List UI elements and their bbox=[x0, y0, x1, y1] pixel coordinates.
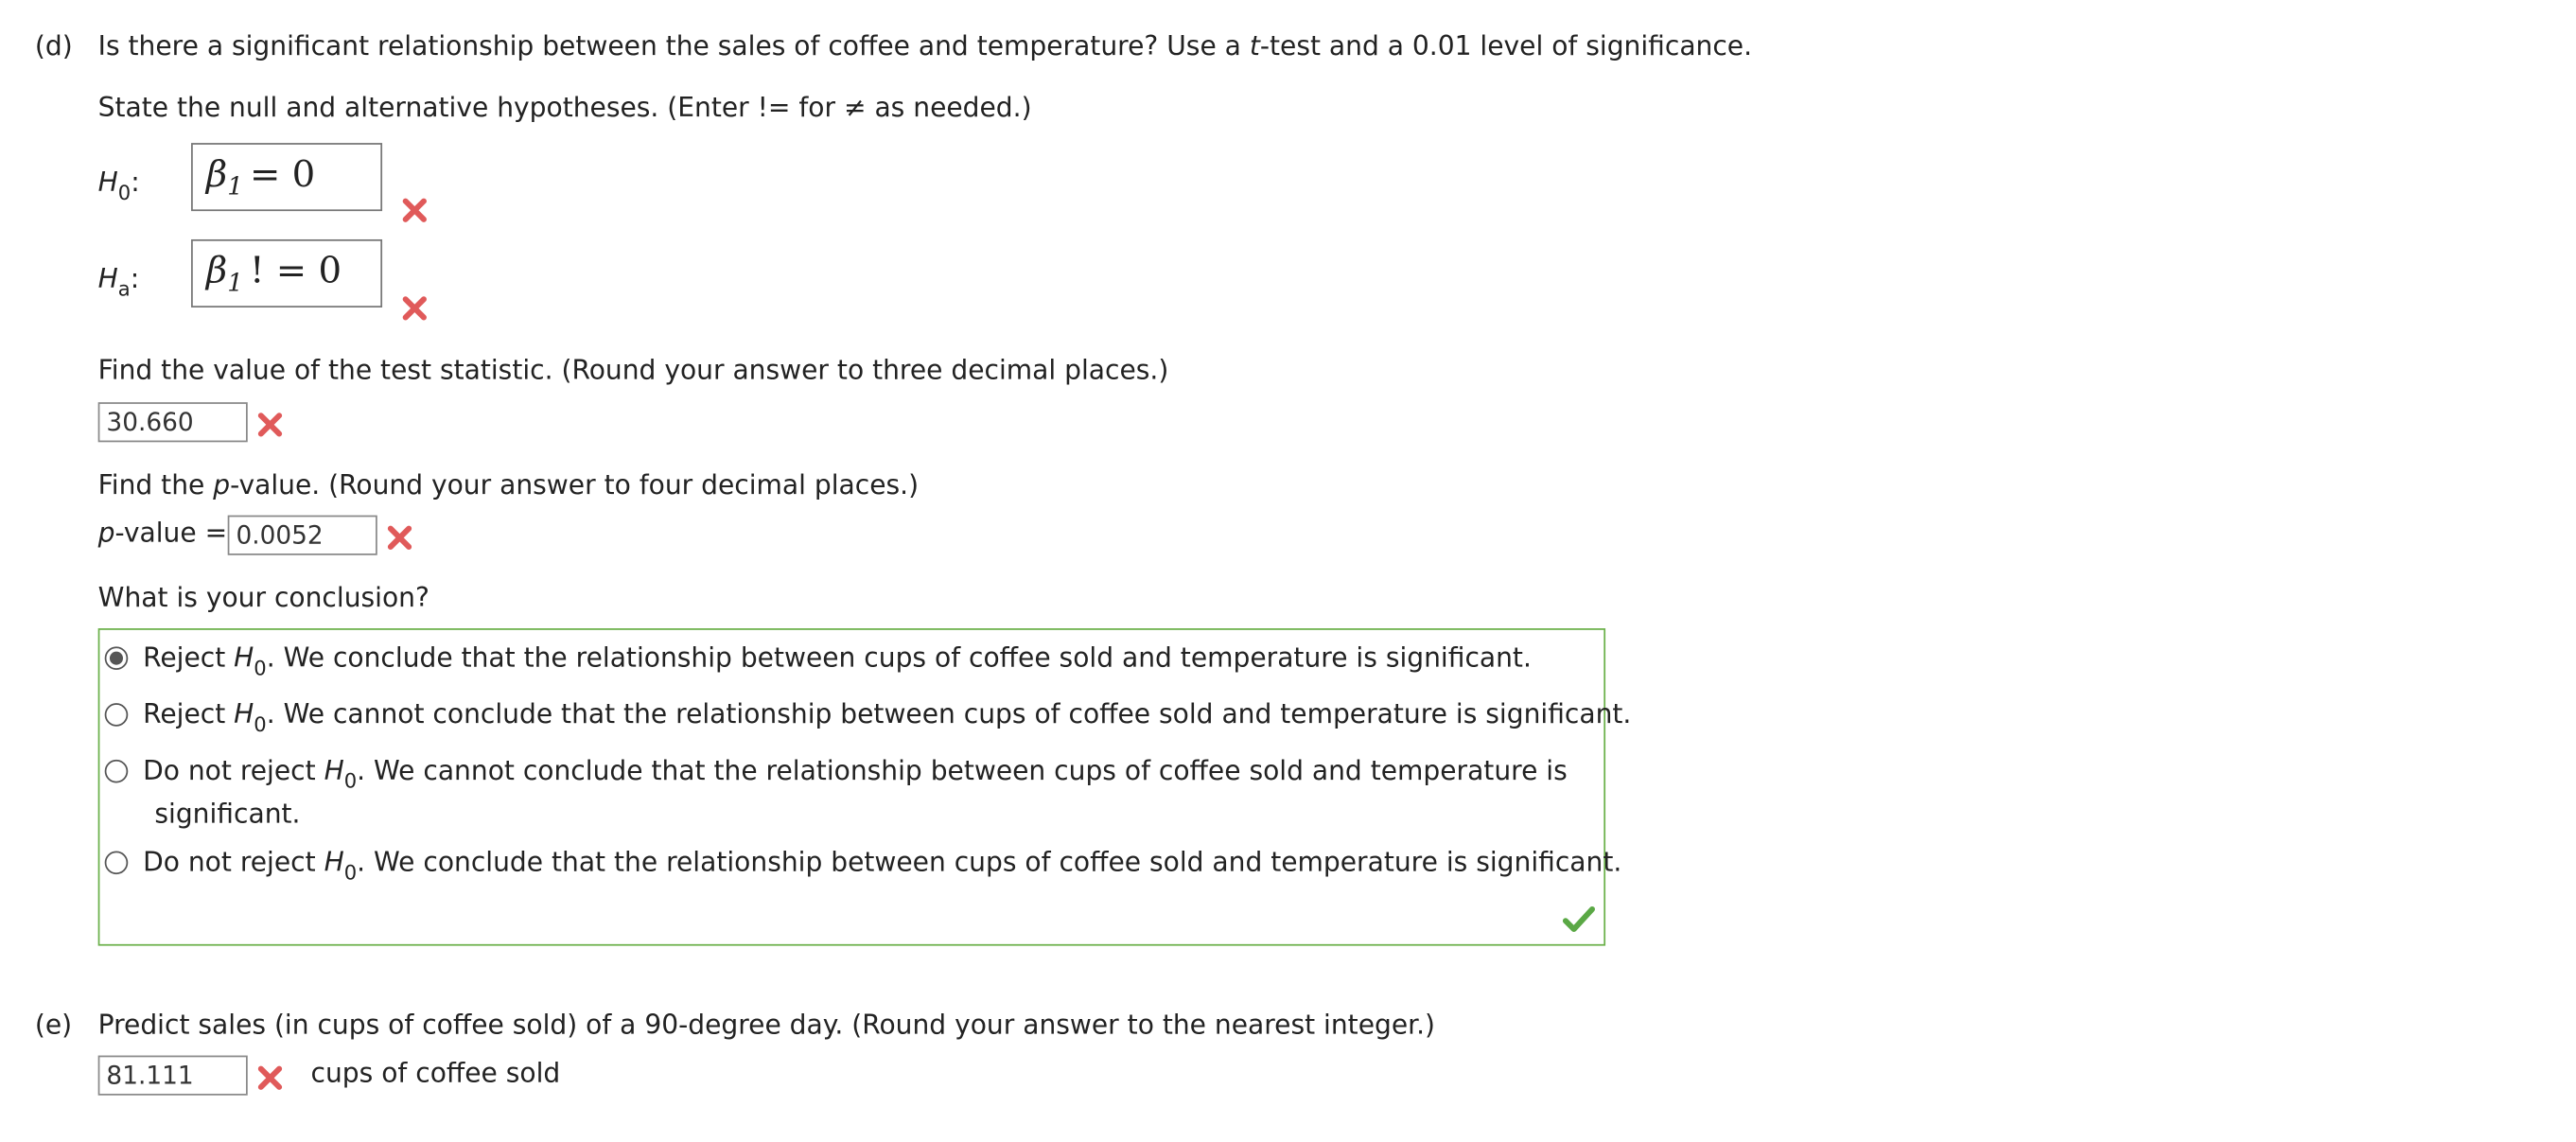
part-e-label: (e) bbox=[34, 1009, 73, 1041]
conclusion-option-3-continuation: significant. bbox=[154, 798, 301, 830]
prediction-unit: cups of coffee sold bbox=[310, 1057, 561, 1089]
x-mark-icon bbox=[256, 1063, 285, 1092]
alternative-hypothesis-input[interactable]: $\beta_1$ ! = 0 bbox=[191, 239, 382, 307]
conclusion-option-2[interactable]: Reject $H_0$. We cannot conclude that the relationship between cups of coffee sold and temperature is significant. bbox=[143, 697, 1632, 737]
h0-label: $H_0$: bbox=[97, 166, 140, 205]
prediction-input[interactable] bbox=[98, 1056, 248, 1096]
ha-label: $H_a$: bbox=[97, 262, 140, 301]
x-mark-icon bbox=[256, 411, 285, 439]
x-mark-icon bbox=[400, 196, 429, 224]
checkmark-icon bbox=[1562, 905, 1595, 932]
part-d-label: (d) bbox=[34, 29, 73, 62]
test-statistic-prompt: Find the value of the test statistic. (Round your answer to three decimal places.) bbox=[97, 354, 1169, 386]
conclusion-prompt: What is your conclusion? bbox=[97, 581, 429, 614]
p-value-input[interactable] bbox=[228, 516, 377, 555]
conclusion-radio-2[interactable] bbox=[105, 703, 129, 727]
p-value-label: p-value = bbox=[97, 517, 228, 549]
part-e-question: Predict sales (in cups of coffee sold) of a 90-degree day. (Round your answer to the nearest integer.) bbox=[97, 1009, 1436, 1041]
conclusion-radio-1[interactable] bbox=[105, 646, 129, 670]
x-mark-icon bbox=[400, 294, 429, 323]
test-statistic-input[interactable] bbox=[98, 402, 248, 442]
conclusion-radio-4[interactable] bbox=[105, 851, 129, 874]
conclusion-option-1[interactable]: Reject $H_0$. We conclude that the relationship between cups of coffee sold and temperature is significant. bbox=[143, 641, 1532, 680]
part-d-question: Is there a significant relationship between the sales of coffee and temperature? Use a t-test and a 0.01 level of significance. bbox=[97, 29, 1753, 62]
p-value-prompt: Find the p-value. (Round your answer to four decimal places.) bbox=[97, 468, 920, 501]
hypotheses-instruction: State the null and alternative hypotheses. (Enter != for ≠ as needed.) bbox=[97, 91, 1032, 124]
conclusion-option-3[interactable]: Do not reject $H_0$. We cannot conclude that the relationship between cups of coffee sold and temperature is bbox=[143, 754, 1568, 793]
conclusion-option-4[interactable]: Do not reject $H_0$. We conclude that the relationship between cups of coffee sold and temperature is significant. bbox=[143, 846, 1622, 885]
null-hypothesis-input[interactable]: $\beta_1 = 0$ bbox=[191, 143, 382, 211]
x-mark-icon bbox=[386, 523, 414, 552]
conclusion-radio-3[interactable] bbox=[105, 760, 129, 783]
